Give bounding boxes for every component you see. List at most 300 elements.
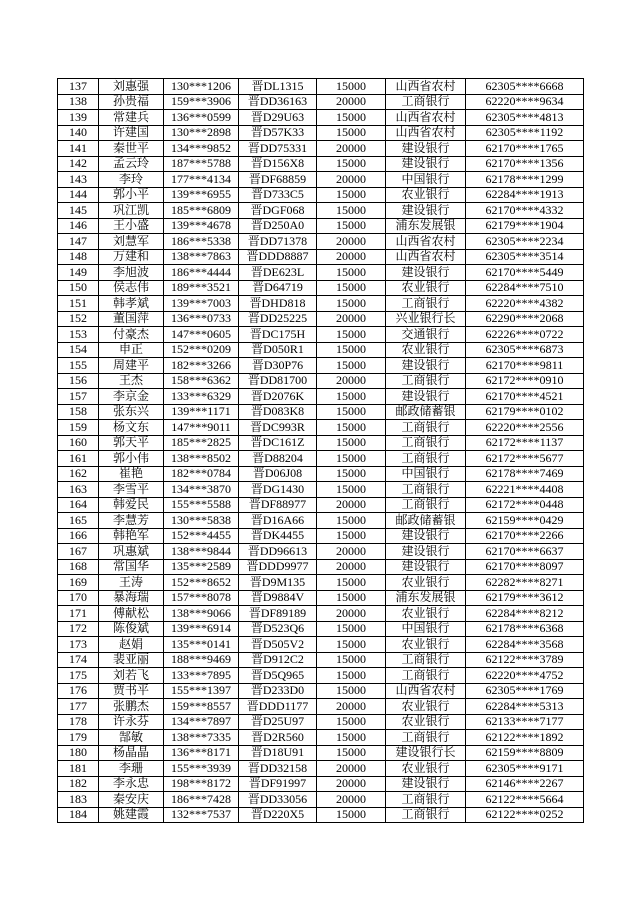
plate-number-cell: 晋D30P76 [239,358,317,374]
table-row [58,497,584,513]
account-cell: 62170****6637 [466,544,584,560]
row-number-cell: 149 [58,265,99,281]
table-row [58,141,584,157]
name-cell: 韩孝斌 [99,296,164,312]
account-cell: 62172****0910 [466,373,584,389]
amount-cell: 20000 [317,373,386,389]
bank-cell: 山西省农村 [386,683,466,699]
name-cell: 杨文东 [99,420,164,436]
amount-cell: 15000 [317,203,386,219]
name-cell: 秦世平 [99,141,164,157]
row-number-cell: 167 [58,544,99,560]
name-cell: 郭小伟 [99,451,164,467]
name-cell: 陈俊斌 [99,621,164,637]
table-row [58,730,584,746]
table-row [58,606,584,622]
table-row [58,745,584,761]
phone-cell: 139***7003 [164,296,239,312]
amount-cell: 15000 [317,110,386,126]
account-cell: 62178****6368 [466,621,584,637]
account-cell: 62179****3612 [466,590,584,606]
name-cell: 李玲 [99,172,164,188]
table-row [58,156,584,172]
row-number-cell: 148 [58,249,99,265]
row-number-cell: 179 [58,730,99,746]
account-cell: 62146****2267 [466,776,584,792]
name-cell: 郭小平 [99,187,164,203]
phone-cell: 130***1206 [164,79,239,95]
table-row [58,761,584,777]
name-cell: 张鹏杰 [99,699,164,715]
row-number-cell: 138 [58,94,99,110]
amount-cell: 15000 [317,435,386,451]
plate-number-cell: 晋DD75331 [239,141,317,157]
account-cell: 62305****2234 [466,234,584,250]
phone-cell: 138***9844 [164,544,239,560]
phone-cell: 130***2898 [164,125,239,141]
bank-cell: 建设银行 [386,141,466,157]
table-row [58,714,584,730]
account-cell: 62172****5677 [466,451,584,467]
phone-cell: 159***3906 [164,94,239,110]
amount-cell: 20000 [317,544,386,560]
bank-cell: 建设银行 [386,156,466,172]
phone-cell: 139***4678 [164,218,239,234]
account-cell: 62284****7510 [466,280,584,296]
phone-cell: 152***0209 [164,342,239,358]
table-row [58,683,584,699]
phone-cell: 133***7895 [164,668,239,684]
plate-number-cell: 晋D2R560 [239,730,317,746]
table-row [58,420,584,436]
amount-cell: 15000 [317,156,386,172]
name-cell: 李慧芳 [99,513,164,529]
name-cell: 郭天平 [99,435,164,451]
bank-cell: 工商银行 [386,730,466,746]
plate-number-cell: 晋DD36163 [239,94,317,110]
account-cell: 62170****8097 [466,559,584,575]
bank-cell: 工商银行 [386,296,466,312]
account-cell: 62305****3514 [466,249,584,265]
bank-cell: 农业银行 [386,280,466,296]
row-number-cell: 140 [58,125,99,141]
phone-cell: 138***7863 [164,249,239,265]
amount-cell: 15000 [317,79,386,95]
name-cell: 常国华 [99,559,164,575]
account-cell: 62305****1769 [466,683,584,699]
amount-cell: 20000 [317,792,386,808]
plate-number-cell: 晋D083K8 [239,404,317,420]
name-cell: 李永忠 [99,776,164,792]
phone-cell: 134***7897 [164,714,239,730]
plate-number-cell: 晋DK4455 [239,528,317,544]
row-number-cell: 142 [58,156,99,172]
phone-cell: 136***8171 [164,745,239,761]
phone-cell: 158***6362 [164,373,239,389]
row-number-cell: 146 [58,218,99,234]
bank-cell: 工商银行 [386,451,466,467]
bank-cell: 建设银行 [386,528,466,544]
table-row [58,203,584,219]
plate-number-cell: 晋DE623L [239,265,317,281]
phone-cell: 138***8502 [164,451,239,467]
name-cell: 李京金 [99,389,164,405]
table-row [58,311,584,327]
table-row [58,792,584,808]
account-cell: 62170****1356 [466,156,584,172]
plate-number-cell: 晋D233D0 [239,683,317,699]
bank-cell: 建设银行 [386,358,466,374]
phone-cell: 138***9066 [164,606,239,622]
bank-cell: 山西省农村 [386,125,466,141]
phone-cell: 155***5588 [164,497,239,513]
table-row [58,544,584,560]
plate-number-cell: 晋D050R1 [239,342,317,358]
row-number-cell: 150 [58,280,99,296]
row-number-cell: 160 [58,435,99,451]
row-number-cell: 176 [58,683,99,699]
phone-cell: 185***2825 [164,435,239,451]
plate-number-cell: 晋D25U97 [239,714,317,730]
table-row [58,172,584,188]
amount-cell: 15000 [317,668,386,684]
account-cell: 62220****9634 [466,94,584,110]
phone-cell: 132***7537 [164,807,239,823]
table-row [58,404,584,420]
table-row [58,668,584,684]
account-cell: 62133****7177 [466,714,584,730]
phone-cell: 138***7335 [164,730,239,746]
bank-cell: 农业银行 [386,637,466,653]
account-cell: 62122****5664 [466,792,584,808]
bank-cell: 农业银行 [386,187,466,203]
bank-cell: 中国银行 [386,621,466,637]
account-cell: 62170****1765 [466,141,584,157]
bank-cell: 邮政储蓄银 [386,513,466,529]
name-cell: 崔艳 [99,466,164,482]
table-row [58,652,584,668]
table-row [58,249,584,265]
amount-cell: 20000 [317,141,386,157]
table-row [58,296,584,312]
row-number-cell: 153 [58,327,99,343]
amount-cell: 20000 [317,94,386,110]
phone-cell: 187***5788 [164,156,239,172]
amount-cell: 15000 [317,327,386,343]
name-cell: 巩惠斌 [99,544,164,560]
amount-cell: 15000 [317,296,386,312]
plate-number-cell: 晋D57K33 [239,125,317,141]
amount-cell: 15000 [317,652,386,668]
table-row [58,79,584,95]
table-row [58,342,584,358]
account-cell: 62220****4752 [466,668,584,684]
table-row [58,389,584,405]
plate-number-cell: 晋DF88977 [239,497,317,513]
amount-cell: 20000 [317,234,386,250]
account-cell: 62305****6873 [466,342,584,358]
account-cell: 62159****0429 [466,513,584,529]
row-number-cell: 145 [58,203,99,219]
name-cell: 常建兵 [99,110,164,126]
amount-cell: 15000 [317,342,386,358]
amount-cell: 20000 [317,311,386,327]
amount-cell: 15000 [317,714,386,730]
row-number-cell: 155 [58,358,99,374]
plate-number-cell: 晋DD25225 [239,311,317,327]
amount-cell: 15000 [317,451,386,467]
name-cell: 王小盛 [99,218,164,234]
account-cell: 62179****0102 [466,404,584,420]
account-cell: 62122****3789 [466,652,584,668]
bank-cell: 建设银行 [386,265,466,281]
name-cell: 申正 [99,342,164,358]
bank-cell: 工商银行 [386,420,466,436]
account-cell: 62305****9171 [466,761,584,777]
bank-cell: 工商银行 [386,652,466,668]
name-cell: 傅献松 [99,606,164,622]
table-row [58,559,584,575]
plate-number-cell: 晋DF89189 [239,606,317,622]
phone-cell: 139***1171 [164,404,239,420]
phone-cell: 139***6914 [164,621,239,637]
plate-number-cell: 晋DDD9977 [239,559,317,575]
account-cell: 62226****0722 [466,327,584,343]
phone-cell: 188***9469 [164,652,239,668]
name-cell: 姚建霞 [99,807,164,823]
name-cell: 许建国 [99,125,164,141]
name-cell: 杨晶晶 [99,745,164,761]
account-cell: 62284****1913 [466,187,584,203]
bank-cell: 山西省农村 [386,110,466,126]
phone-cell: 157***8078 [164,590,239,606]
amount-cell: 15000 [317,466,386,482]
row-number-cell: 183 [58,792,99,808]
account-cell: 62159****8809 [466,745,584,761]
table-row [58,807,584,823]
phone-cell: 186***5338 [164,234,239,250]
account-cell: 62178****7469 [466,466,584,482]
amount-cell: 15000 [317,575,386,591]
plate-number-cell: 晋DG1430 [239,482,317,498]
table-row [58,435,584,451]
phone-cell: 147***9011 [164,420,239,436]
name-cell: 王杰 [99,373,164,389]
name-cell: 韩艳军 [99,528,164,544]
name-cell: 周建平 [99,358,164,374]
bank-cell: 工商银行 [386,497,466,513]
name-cell: 孙贵福 [99,94,164,110]
name-cell: 许永芬 [99,714,164,730]
phone-cell: 136***0733 [164,311,239,327]
plate-number-cell: 晋DF91997 [239,776,317,792]
amount-cell: 15000 [317,218,386,234]
name-cell: 裴亚丽 [99,652,164,668]
amount-cell: 15000 [317,683,386,699]
row-number-cell: 180 [58,745,99,761]
plate-number-cell: 晋D250A0 [239,218,317,234]
name-cell: 万建和 [99,249,164,265]
row-number-cell: 163 [58,482,99,498]
plate-number-cell: 晋D505V2 [239,637,317,653]
table-row [58,94,584,110]
row-number-cell: 156 [58,373,99,389]
name-cell: 张东兴 [99,404,164,420]
bank-cell: 交通银行 [386,327,466,343]
account-cell: 62282****8271 [466,575,584,591]
plate-number-cell: 晋DL1315 [239,79,317,95]
bank-cell: 农业银行 [386,606,466,622]
row-number-cell: 161 [58,451,99,467]
row-number-cell: 152 [58,311,99,327]
row-number-cell: 171 [58,606,99,622]
table-row [58,528,584,544]
account-cell: 62220****2556 [466,420,584,436]
plate-number-cell: 晋D5Q965 [239,668,317,684]
phone-cell: 186***4444 [164,265,239,281]
table-row [58,621,584,637]
name-cell: 刘若飞 [99,668,164,684]
amount-cell: 15000 [317,187,386,203]
row-number-cell: 157 [58,389,99,405]
phone-cell: 177***4134 [164,172,239,188]
row-number-cell: 143 [58,172,99,188]
name-cell: 付豪杰 [99,327,164,343]
plate-number-cell: 晋DC175H [239,327,317,343]
amount-cell: 15000 [317,420,386,436]
row-number-cell: 141 [58,141,99,157]
bank-cell: 建设银行长 [386,745,466,761]
row-number-cell: 139 [58,110,99,126]
row-number-cell: 147 [58,234,99,250]
bank-cell: 山西省农村 [386,79,466,95]
name-cell: 暴海瑞 [99,590,164,606]
account-cell: 62220****4382 [466,296,584,312]
name-cell: 李雪平 [99,482,164,498]
phone-cell: 182***0784 [164,466,239,482]
amount-cell: 20000 [317,559,386,575]
phone-cell: 152***4455 [164,528,239,544]
bank-cell: 农业银行 [386,761,466,777]
row-number-cell: 144 [58,187,99,203]
plate-number-cell: 晋DGF068 [239,203,317,219]
row-number-cell: 168 [58,559,99,575]
name-cell: 赵娟 [99,637,164,653]
name-cell: 郜敏 [99,730,164,746]
plate-number-cell: 晋DDD1177 [239,699,317,715]
bank-cell: 中国银行 [386,172,466,188]
row-number-cell: 159 [58,420,99,436]
phone-cell: 198***8172 [164,776,239,792]
amount-cell: 15000 [317,730,386,746]
account-cell: 62221****4408 [466,482,584,498]
plate-number-cell: 晋D18U91 [239,745,317,761]
amount-cell: 20000 [317,172,386,188]
amount-cell: 15000 [317,482,386,498]
amount-cell: 15000 [317,265,386,281]
bank-cell: 工商银行 [386,94,466,110]
phone-cell: 155***3939 [164,761,239,777]
table-row [58,590,584,606]
phone-cell: 155***1397 [164,683,239,699]
name-cell: 王涛 [99,575,164,591]
amount-cell: 15000 [317,637,386,653]
phone-cell: 185***6809 [164,203,239,219]
plate-number-cell: 晋DC161Z [239,435,317,451]
table-row [58,358,584,374]
plate-number-cell: 晋DC993R [239,420,317,436]
name-cell: 侯志伟 [99,280,164,296]
amount-cell: 15000 [317,621,386,637]
account-cell: 62122****0252 [466,807,584,823]
bank-cell: 工商银行 [386,482,466,498]
account-cell: 62170****4521 [466,389,584,405]
name-cell: 巩江凯 [99,203,164,219]
table-row [58,234,584,250]
phone-cell: 135***2589 [164,559,239,575]
account-cell: 62170****5449 [466,265,584,281]
table-row [58,776,584,792]
plate-number-cell: 晋D9884V [239,590,317,606]
account-cell: 62170****4332 [466,203,584,219]
bank-cell: 工商银行 [386,668,466,684]
amount-cell: 15000 [317,404,386,420]
plate-number-cell: 晋D220X5 [239,807,317,823]
amount-cell: 20000 [317,606,386,622]
amount-cell: 15000 [317,125,386,141]
amount-cell: 20000 [317,249,386,265]
table-row [58,218,584,234]
table-row [58,575,584,591]
name-cell: 刘慧军 [99,234,164,250]
plate-number-cell: 晋D156X8 [239,156,317,172]
row-number-cell: 170 [58,590,99,606]
plate-number-cell: 晋DF68859 [239,172,317,188]
plate-number-cell: 晋DD96613 [239,544,317,560]
row-number-cell: 164 [58,497,99,513]
account-cell: 62122****1892 [466,730,584,746]
table-row [58,373,584,389]
account-cell: 62284****5313 [466,699,584,715]
account-cell: 62179****1904 [466,218,584,234]
phone-cell: 135***0141 [164,637,239,653]
amount-cell: 20000 [317,699,386,715]
name-cell: 孟云玲 [99,156,164,172]
row-number-cell: 162 [58,466,99,482]
plate-number-cell: 晋DHD818 [239,296,317,312]
table-row [58,125,584,141]
row-number-cell: 137 [58,79,99,95]
account-cell: 62305****4813 [466,110,584,126]
name-cell: 秦安庆 [99,792,164,808]
account-cell: 62284****8212 [466,606,584,622]
bank-cell: 兴业银行长 [386,311,466,327]
plate-number-cell: 晋D29U63 [239,110,317,126]
name-cell: 董国萍 [99,311,164,327]
plate-number-cell: 晋D523Q6 [239,621,317,637]
plate-number-cell: 晋DD32158 [239,761,317,777]
account-cell: 62305****6668 [466,79,584,95]
table-row [58,451,584,467]
table-row [58,265,584,281]
plate-number-cell: 晋D2076K [239,389,317,405]
phone-cell: 159***8557 [164,699,239,715]
bank-cell: 建设银行 [386,389,466,405]
plate-number-cell: 晋DD33056 [239,792,317,808]
name-cell: 李旭波 [99,265,164,281]
amount-cell: 20000 [317,761,386,777]
phone-cell: 133***6329 [164,389,239,405]
